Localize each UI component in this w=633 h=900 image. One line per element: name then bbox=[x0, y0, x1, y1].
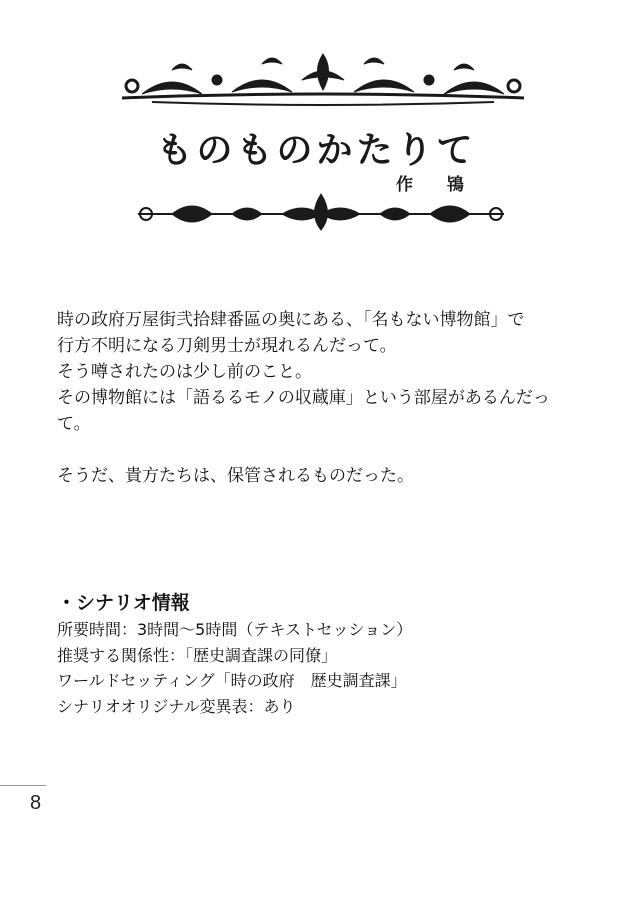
intro-line: その博物館には「語るるモノの収蔵庫」という部屋があるんだっ bbox=[57, 388, 550, 408]
intro-line: 時の政府万屋街弐拾肆番區の奥にある、「名もない博物館」で bbox=[57, 310, 525, 330]
scenario-item: シナリオオリジナル変異表：あり bbox=[57, 696, 296, 716]
page-number-rule bbox=[0, 785, 46, 786]
intro-line: て。 bbox=[57, 414, 91, 434]
page-title: ものものかたりて bbox=[156, 130, 477, 171]
bottom-ornament-icon bbox=[132, 192, 510, 232]
intro-line: 行方不明になる刀剣男士が現れるんだって。 bbox=[57, 336, 397, 356]
scenario-item: 推奨する関係性：「歴史調査課の同僚」 bbox=[57, 645, 338, 665]
scenario-info bbox=[57, 617, 577, 719]
scenario-item: 所要時間：3時間～5時間（テキストセッション） bbox=[57, 620, 413, 639]
scenario-item: ワールドセッティング「時の政府 歴史調査課」 bbox=[57, 671, 407, 690]
intro-text bbox=[57, 307, 567, 489]
scenario-heading: ・シナリオ情報 bbox=[57, 592, 190, 614]
author-credit: 作 鴇 bbox=[396, 175, 478, 195]
intro-line: そう噂されたのは少し前のこと。 bbox=[57, 362, 312, 382]
page-number: 8 bbox=[30, 792, 42, 814]
intro-closing: そうだ、貴方たちは、保管されるものだった。 bbox=[57, 466, 414, 486]
top-ornament-icon bbox=[112, 50, 534, 110]
